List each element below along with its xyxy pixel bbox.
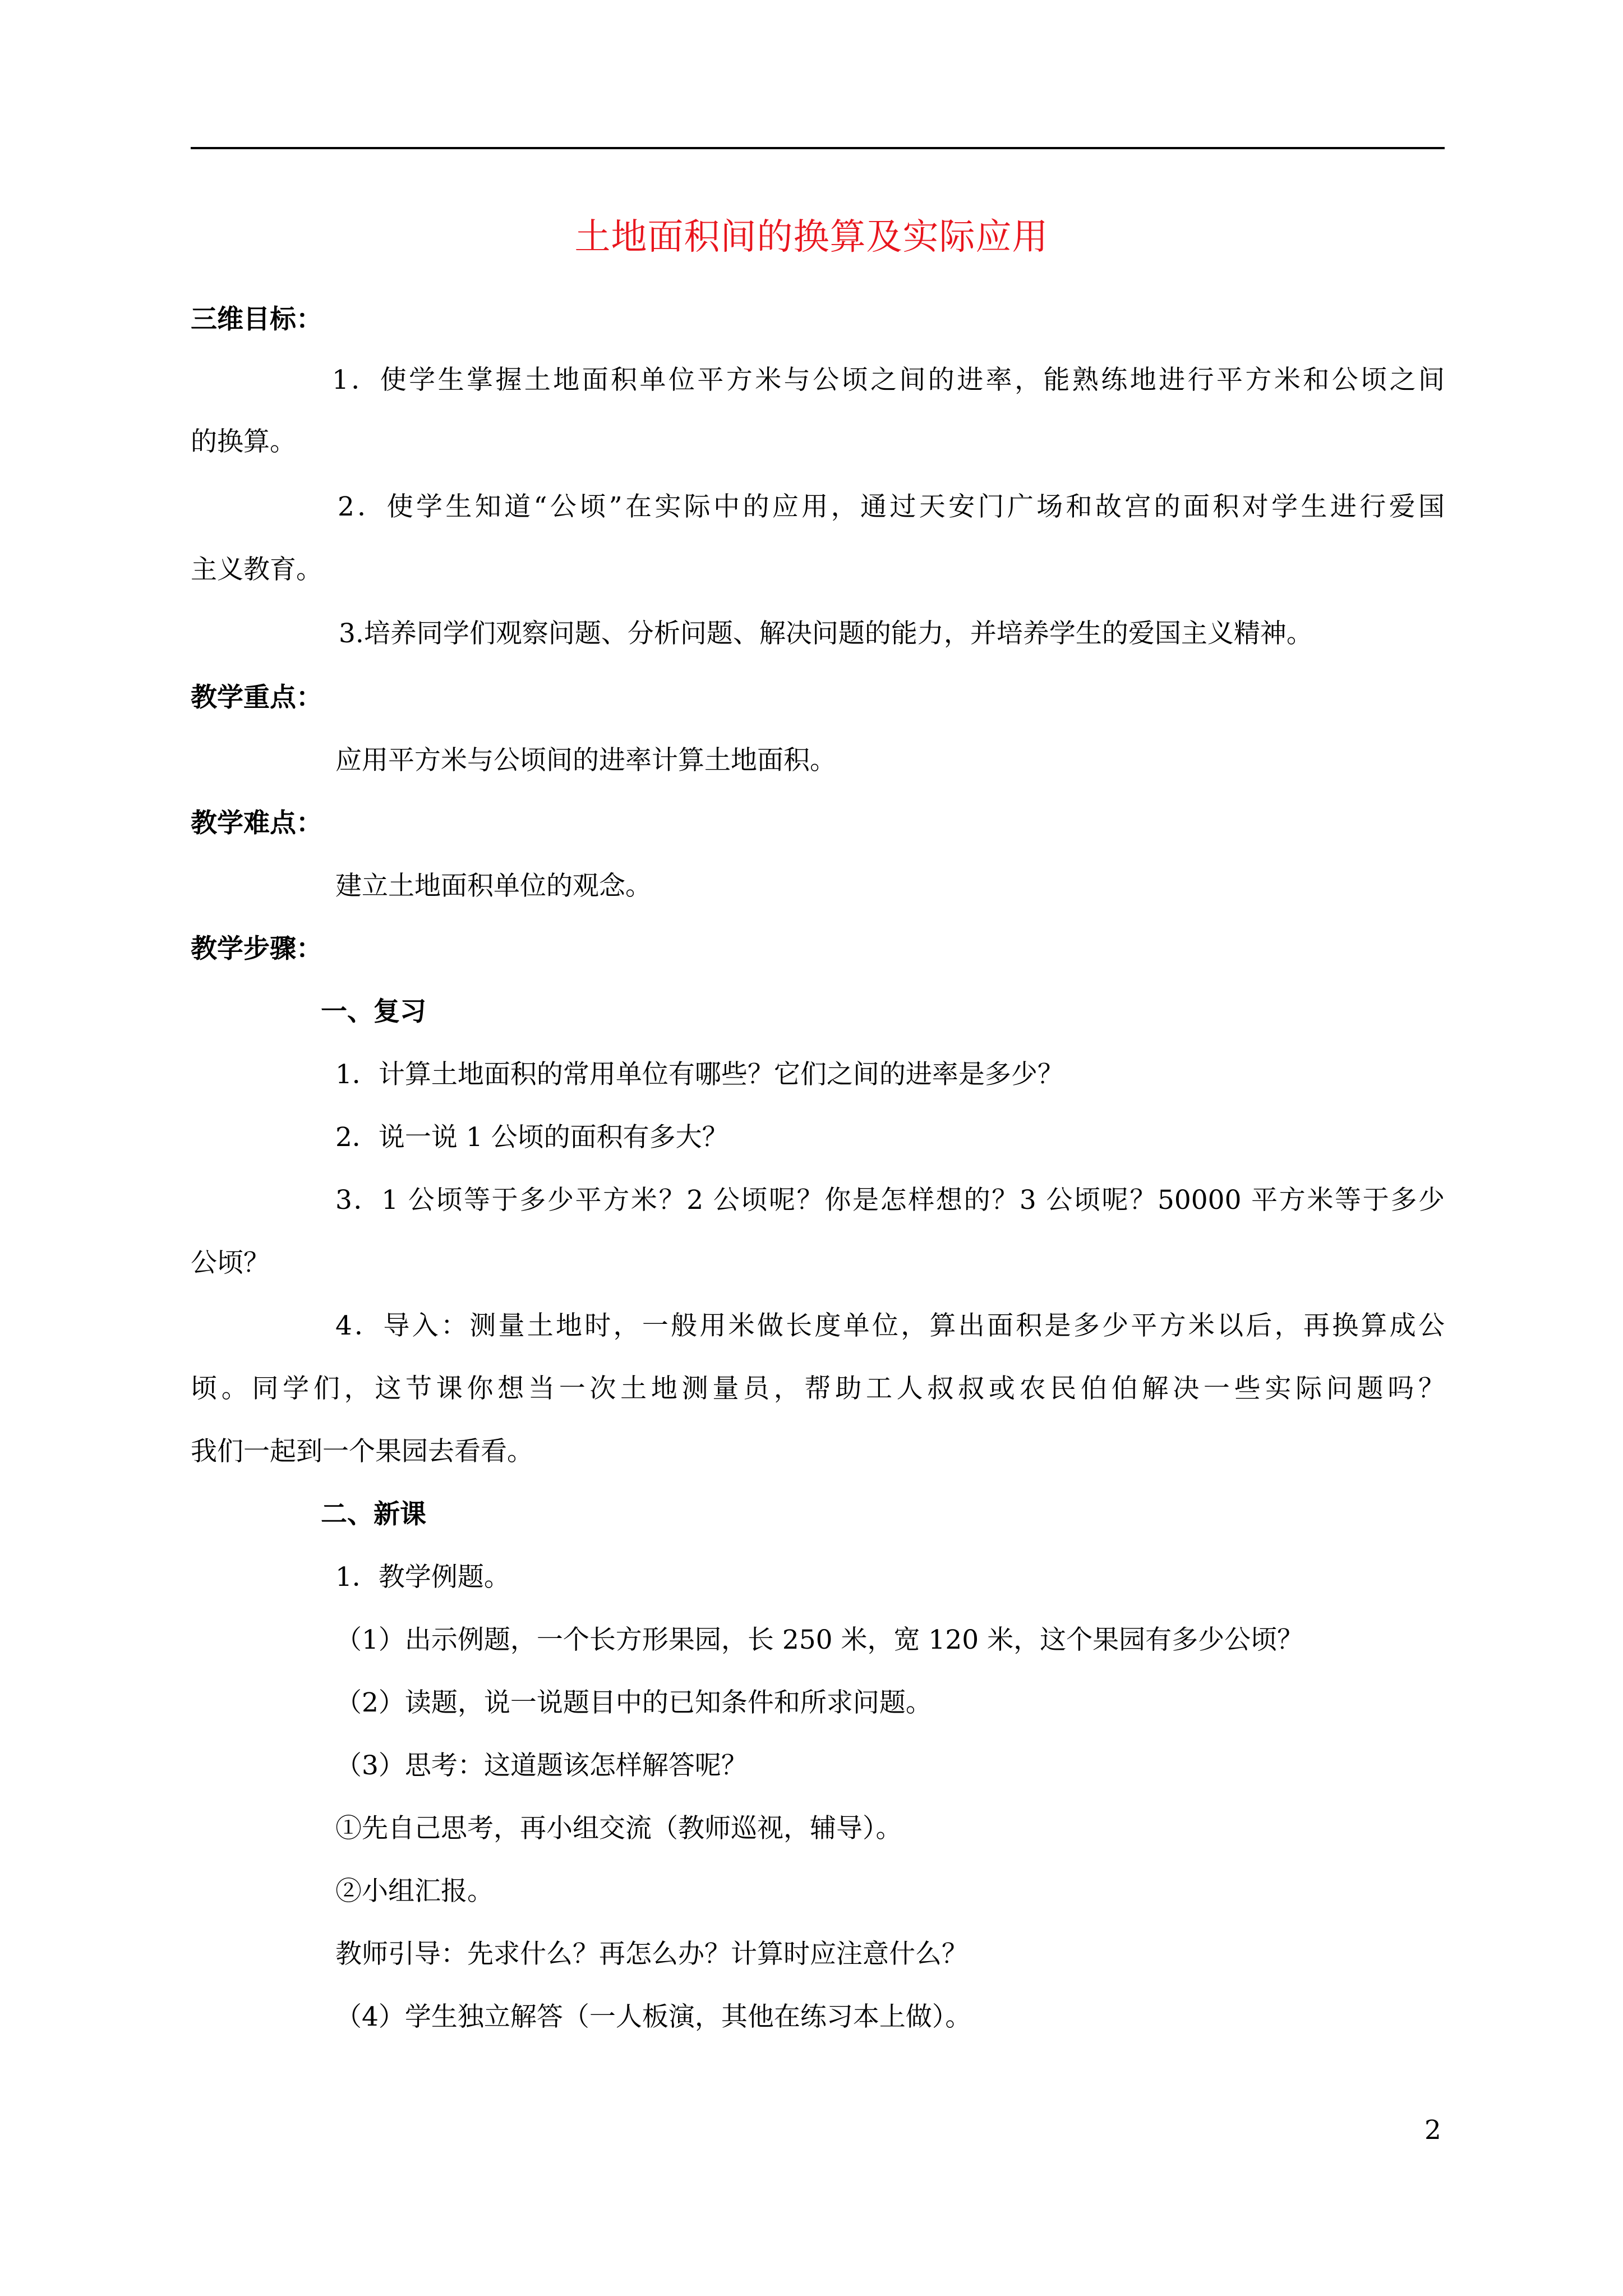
new-lesson-circle-2: ②小组汇报。	[335, 1876, 494, 1907]
review-q2: 2．说一说 1 公顷的面积有多大？	[335, 1122, 728, 1153]
new-lesson-sub-4: （4）学生独立解答（一人板演，其他在练习本上做）。	[335, 2001, 972, 2032]
review-heading: 一、复习	[321, 996, 426, 1027]
goal-3: 3.培养同学们观察问题、分析问题、解决问题的能力，并培养学生的爱国主义精神。	[339, 618, 1313, 649]
new-lesson-sub-3: （3）思考：这道题该怎样解答呢？	[335, 1750, 748, 1781]
difficulty-text: 建立土地面积单位的观念。	[335, 871, 652, 901]
steps-heading: 教学步骤：	[191, 933, 322, 964]
new-lesson-circle-1: ①先自己思考，再小组交流（教师巡视，辅导）。	[335, 1813, 902, 1844]
new-lesson-sub-1: （1）出示例题，一个长方形果园，长 250 米，宽 120 米，这个果园有多少公顷？	[335, 1625, 1304, 1655]
goal-1-line-1: 1．使学生掌握土地面积单位平方米与公顷之间的进率，能熟练地进行平方米和公顷之间	[332, 365, 1445, 395]
review-q4-line-2: 顷。同学们，这节课你想当一次土地测量员，帮助工人叔叔或农民伯伯解决一些实际问题吗？	[191, 1373, 1445, 1404]
review-q3-line-2: 公顷？	[191, 1248, 270, 1278]
goal-1-line-2: 的换算。	[191, 426, 296, 457]
review-q4-line-3: 我们一起到一个果园去看看。	[191, 1436, 533, 1467]
key-point-text: 应用平方米与公顷间的进率计算土地面积。	[335, 745, 836, 776]
teacher-guide: 教师引导：先求什么？再怎么办？计算时应注意什么？	[335, 1939, 968, 1970]
review-q1: 1．计算土地面积的常用单位有哪些？它们之间的进率是多少？	[335, 1059, 1064, 1090]
new-lesson-heading: 二、新课	[321, 1499, 426, 1530]
document-title: 土地面积间的换算及实际应用	[574, 217, 1049, 258]
new-lesson-sub-2: （2）读题，说一说题目中的已知条件和所求问题。	[335, 1687, 932, 1718]
new-lesson-item-1: 1．教学例题。	[335, 1562, 510, 1593]
key-point-heading: 教学重点：	[191, 682, 322, 713]
header-rule	[191, 147, 1445, 149]
review-q4-line-1: 4．导入：测量土地时，一般用米做长度单位，算出面积是多少平方米以后，再换算成公	[335, 1310, 1445, 1341]
difficulty-heading: 教学难点：	[191, 808, 322, 839]
goal-2-line-1: 2．使学生知道“公顷”在实际中的应用，通过天安门广场和故宫的面积对学生进行爱国	[338, 491, 1445, 522]
goal-2-line-2: 主义教育。	[191, 554, 322, 585]
page-number: 2	[1424, 2115, 1441, 2146]
goals-heading: 三维目标：	[191, 304, 322, 335]
review-q3-line-1: 3．1 公顷等于多少平方米？2 公顷呢？你是怎样想的？3 公顷呢？50000 平方米等于多少	[335, 1185, 1445, 1216]
